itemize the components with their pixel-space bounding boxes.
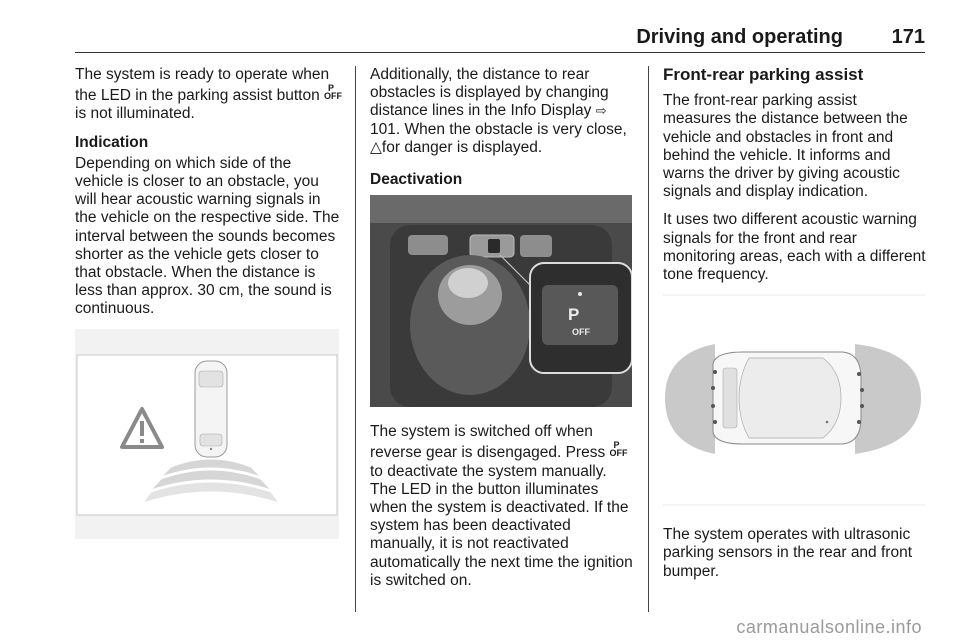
front-rear-paragraph-3: The system operates with ultrasonic parking sensors in the rear and front bumper. bbox=[663, 526, 912, 580]
inset-button-p: P bbox=[568, 305, 580, 325]
column-2 bbox=[370, 66, 636, 600]
console-button-photo bbox=[370, 195, 632, 407]
column-divider bbox=[355, 66, 356, 612]
front-rear-heading: Front-rear parking assist bbox=[663, 65, 864, 84]
ready-paragraph: The system is ready to operate when the LED in the parking assist button P OFF is not illuminated. bbox=[75, 66, 343, 123]
front-rear-paragraph-2: It uses two different acoustic warning signals for the front and rear monitoring areas, each with a different tone frequency. bbox=[663, 211, 926, 284]
indication-heading: Indication bbox=[75, 133, 149, 151]
car-top-view-icon bbox=[195, 361, 227, 457]
parking-assist-button-icon: P OFF bbox=[609, 440, 628, 459]
column-divider bbox=[648, 66, 649, 612]
parking-assist-button-icon: P OFF bbox=[324, 83, 343, 102]
front-rear-paragraph-1: The front-rear parking assist measures the distance between the vehicle and obstacles in front and behind the vehicle. It informs and warns the driver by giving acoustic signals and display indication. bbox=[663, 92, 908, 201]
page-number: 171 bbox=[891, 26, 925, 48]
danger-triangle-icon: △ bbox=[370, 138, 382, 156]
column-1 bbox=[75, 66, 343, 539]
watermark: carmanualsonline.info bbox=[736, 617, 922, 637]
distance-paragraph: Additionally, the distance to rear obstacles is displayed by changing distance lines in the Info Display ⇨ 101. When the obstacle is very close, △for danger is displayed. bbox=[370, 66, 627, 156]
page-reference-arrow-icon: ⇨ bbox=[595, 103, 607, 119]
deactivation-heading: Deactivation bbox=[370, 171, 463, 189]
rear-parking-illustration bbox=[75, 329, 339, 539]
deactivation-paragraph: The system is switched off when reverse gear is disengaged. Press P OFF to deactivate the system manually. The LED in the button illuminates when the system is deactivated. If the system has been deactivated manually, it is not reactivated automatically the next time the ignition is switched on. bbox=[370, 423, 633, 589]
section-title: Driving and operating bbox=[636, 26, 843, 48]
car-top-view-icon bbox=[713, 352, 861, 444]
page-header bbox=[75, 22, 925, 53]
front-rear-sensor-illustration bbox=[663, 294, 925, 506]
column-3 bbox=[663, 66, 929, 591]
indication-paragraph: Depending on which side of the vehicle is closer to an obstacle, you will hear acoustic warning signals in the vehicle on the respective side. The interval between the sounds becomes shorter as the vehicle gets closer to that obstacle. When the distance is less than approx. 30 cm, the sound is continuous. bbox=[75, 154, 340, 318]
inset-button-off: OFF bbox=[572, 327, 590, 338]
